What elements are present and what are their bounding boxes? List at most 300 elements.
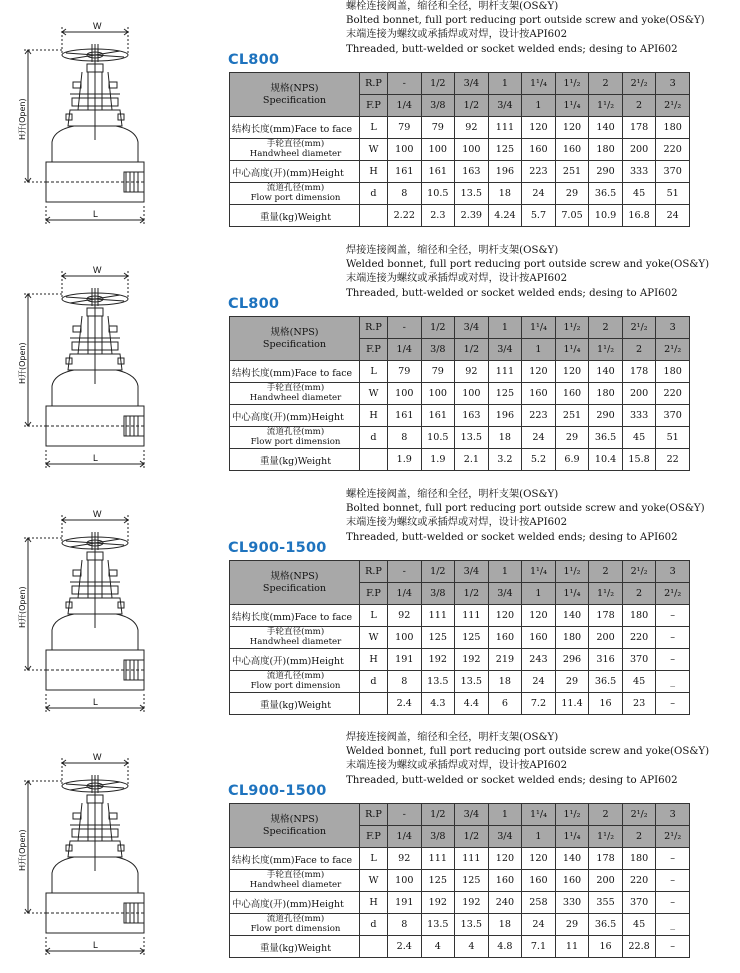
rp-label: R.P — [360, 804, 388, 826]
rp-size-cell: 1¹/₄ — [522, 804, 556, 826]
value-cell: 7.1 — [522, 936, 556, 958]
value-cell: 290 — [589, 405, 623, 427]
fp-size-cell: 1/4 — [388, 339, 422, 361]
row-symbol — [360, 449, 388, 471]
spec-label-en: Specification — [262, 582, 327, 594]
value-cell: 24 — [656, 205, 690, 227]
fp-size-cell: 1¹/₄ — [555, 583, 589, 605]
table-row — [230, 427, 690, 449]
row-symbol: W — [360, 627, 388, 649]
fp-size-cell: 1 — [522, 339, 556, 361]
fp-size-cell: 3/8 — [421, 826, 455, 848]
value-cell: 223 — [522, 405, 556, 427]
value-cell: 36.5 — [589, 914, 623, 936]
row-label: 中心高度(开)(mm)Height — [230, 161, 360, 183]
value-cell: 22.8 — [622, 936, 656, 958]
value-cell: 355 — [589, 892, 623, 914]
value-cell: 100 — [455, 139, 489, 161]
value-cell: 125 — [488, 383, 522, 405]
value-cell: 161 — [388, 405, 422, 427]
value-cell: 223 — [522, 161, 556, 183]
valve-drawing-lines — [24, 271, 144, 468]
value-cell: 160 — [522, 870, 556, 892]
value-cell: 100 — [455, 383, 489, 405]
value-cell: 196 — [488, 161, 522, 183]
row-symbol: H — [360, 649, 388, 671]
length-dimension-label: L — [93, 697, 99, 707]
fp-size-cell: 2 — [622, 95, 656, 117]
value-cell: 111 — [455, 605, 489, 627]
table-row — [230, 205, 690, 227]
section-description — [346, 488, 736, 545]
value-cell: 120 — [555, 361, 589, 383]
specification-header — [230, 317, 360, 361]
fp-size-cell: 2¹/₂ — [656, 95, 690, 117]
value-cell: 79 — [421, 117, 455, 139]
table-row — [230, 139, 690, 161]
row-symbol: L — [360, 117, 388, 139]
value-cell: 333 — [622, 161, 656, 183]
value-cell: 160 — [522, 627, 556, 649]
value-cell: 120 — [522, 117, 556, 139]
value-cell: 192 — [421, 892, 455, 914]
table-row — [230, 117, 690, 139]
valve-drawing-lines — [24, 758, 144, 955]
value-cell: 120 — [555, 117, 589, 139]
row-label: 结构长度(mm)Face to face — [230, 848, 360, 870]
spec-label-en: Specification — [262, 825, 327, 837]
row-label-en: Flow port dimension — [250, 680, 341, 691]
value-cell: 180 — [622, 605, 656, 627]
value-cell: 370 — [622, 649, 656, 671]
specification-table — [229, 316, 690, 471]
row-label-cn: 流道孔径(mm) — [266, 914, 325, 924]
value-cell: 161 — [421, 161, 455, 183]
description-line: Welded bonnet, full port reducing port outside screw and yoke(OS&Y) — [346, 746, 710, 758]
value-cell: 111 — [421, 605, 455, 627]
row-symbol: W — [360, 383, 388, 405]
pressure-class-label: CL800 — [228, 52, 280, 68]
length-dimension-label: L — [93, 209, 99, 219]
row-symbol: d — [360, 671, 388, 693]
row-symbol: H — [360, 405, 388, 427]
height-dimension-label: H开(Open) — [18, 829, 27, 871]
value-cell: 160 — [488, 870, 522, 892]
row-label: 重量(kg)Weight — [230, 693, 360, 715]
rp-size-cell: 1/2 — [421, 73, 455, 95]
row-label-en: Handwheel diameter — [249, 879, 342, 890]
valve-spec-section — [0, 244, 740, 486]
row-label-en: Handwheel diameter — [249, 148, 342, 159]
value-cell: 2.3 — [421, 205, 455, 227]
value-cell: 13.5 — [455, 914, 489, 936]
value-cell: 7.2 — [522, 693, 556, 715]
section-description — [346, 244, 736, 301]
value-cell: 160 — [488, 627, 522, 649]
value-cell: 251 — [555, 161, 589, 183]
table-row — [230, 449, 690, 471]
value-cell: 100 — [388, 627, 422, 649]
value-cell: 45 — [622, 427, 656, 449]
value-cell: 125 — [488, 139, 522, 161]
valve-spec-section — [0, 731, 740, 973]
fp-size-cell: 3/8 — [421, 95, 455, 117]
value-cell: 11 — [555, 936, 589, 958]
value-cell: 290 — [589, 161, 623, 183]
fp-size-cell: 2¹/₂ — [656, 826, 690, 848]
fp-size-cell: 1/2 — [455, 826, 489, 848]
fp-size-cell: 1 — [522, 826, 556, 848]
value-cell: 6 — [488, 693, 522, 715]
value-cell: 1.9 — [421, 449, 455, 471]
rp-size-cell: 1¹/₂ — [555, 73, 589, 95]
spec-label-en: Specification — [262, 338, 327, 350]
header-row-rp — [230, 804, 690, 826]
rp-size-cell: 1¹/₄ — [522, 73, 556, 95]
table-row — [230, 848, 690, 870]
value-cell: 24 — [522, 183, 556, 205]
value-cell: 220 — [656, 383, 690, 405]
value-cell: 370 — [656, 161, 690, 183]
value-cell: 180 — [589, 139, 623, 161]
value-cell: 8 — [388, 183, 422, 205]
row-label: 中心高度(开)(mm)Height — [230, 405, 360, 427]
description-line: 末端连接为螺纹或承插焊或对焊，设计按API602 — [346, 517, 568, 529]
value-cell: – — [656, 848, 690, 870]
value-cell: 18 — [488, 183, 522, 205]
value-cell: 251 — [555, 405, 589, 427]
fp-size-cell: 3/4 — [488, 339, 522, 361]
specification-header — [230, 561, 360, 605]
value-cell: 13.5 — [455, 427, 489, 449]
value-cell: 29 — [555, 671, 589, 693]
row-label — [230, 870, 360, 892]
width-dimension-label: W — [93, 510, 102, 519]
row-label — [230, 914, 360, 936]
value-cell: 79 — [388, 361, 422, 383]
value-cell: 316 — [589, 649, 623, 671]
width-dimension-label: W — [93, 266, 102, 275]
fp-size-cell: 1/2 — [455, 339, 489, 361]
fp-label: F.P — [360, 339, 388, 361]
value-cell: 92 — [388, 848, 422, 870]
value-cell: 125 — [421, 870, 455, 892]
value-cell: 160 — [555, 870, 589, 892]
table-row — [230, 161, 690, 183]
value-cell: 11.4 — [555, 693, 589, 715]
rp-size-cell: 3 — [656, 73, 690, 95]
value-cell: 18 — [488, 671, 522, 693]
value-cell: 111 — [421, 848, 455, 870]
rp-size-cell: 1 — [488, 804, 522, 826]
value-cell: 192 — [421, 649, 455, 671]
rp-label: R.P — [360, 317, 388, 339]
value-cell: 370 — [656, 405, 690, 427]
value-cell: 16 — [589, 936, 623, 958]
value-cell: 191 — [388, 892, 422, 914]
row-label-cn: 手轮直径(mm) — [266, 139, 325, 149]
value-cell: 125 — [455, 627, 489, 649]
width-dimension-label: W — [93, 22, 102, 31]
spec-label-cn: 规格(NPS) — [270, 570, 319, 582]
fp-label: F.P — [360, 583, 388, 605]
description-line: Threaded, butt-welded or socket welded ends; desing to API602 — [346, 774, 678, 786]
value-cell: 160 — [555, 139, 589, 161]
fp-size-cell: 1/2 — [455, 95, 489, 117]
value-cell: 92 — [388, 605, 422, 627]
row-label — [230, 139, 360, 161]
fp-size-cell: 1/4 — [388, 583, 422, 605]
table-row — [230, 649, 690, 671]
value-cell: 192 — [455, 892, 489, 914]
row-label — [230, 383, 360, 405]
fp-size-cell: 1¹/₄ — [555, 339, 589, 361]
row-symbol — [360, 936, 388, 958]
rp-size-cell: 1 — [488, 561, 522, 583]
description-line: Bolted bonnet, full port reducing port outside screw and yoke(OS&Y) — [346, 15, 705, 27]
row-label — [230, 427, 360, 449]
value-cell: 45 — [622, 671, 656, 693]
fp-size-cell: 2 — [622, 339, 656, 361]
value-cell: 4 — [421, 936, 455, 958]
value-cell: 10.9 — [589, 205, 623, 227]
height-dimension-label: H开(Open) — [18, 342, 27, 384]
row-label-cn: 手轮直径(mm) — [266, 383, 325, 393]
description-line: Threaded, butt-welded or socket welded ends; desing to API602 — [346, 287, 678, 299]
description-line: 末端连接为螺纹或承插焊或对焊，设计按API602 — [346, 760, 568, 772]
row-label: 中心高度(开)(mm)Height — [230, 892, 360, 914]
valve-drawing — [18, 510, 168, 722]
row-label-cn: 手轮直径(mm) — [266, 627, 325, 637]
value-cell: 111 — [488, 117, 522, 139]
value-cell: 125 — [421, 627, 455, 649]
value-cell: 200 — [589, 627, 623, 649]
value-cell: 192 — [455, 649, 489, 671]
value-cell: 163 — [455, 405, 489, 427]
value-cell: 15.8 — [622, 449, 656, 471]
value-cell: – — [656, 870, 690, 892]
description-line: 末端连接为螺纹或承插焊或对焊，设计按API602 — [346, 29, 568, 41]
value-cell: 180 — [622, 848, 656, 870]
table-row — [230, 671, 690, 693]
description-line: 焊接连接阀盖，缩径和全径，明杆支架(OS&Y) — [346, 732, 559, 743]
rp-size-cell: - — [388, 317, 422, 339]
value-cell: 200 — [622, 139, 656, 161]
fp-size-cell: 1¹/₂ — [589, 339, 623, 361]
row-symbol: H — [360, 892, 388, 914]
row-symbol: W — [360, 870, 388, 892]
description-line: Threaded, butt-welded or socket welded ends; desing to API602 — [346, 531, 678, 543]
header-row-rp — [230, 317, 690, 339]
pressure-class-label: CL900-1500 — [228, 783, 327, 799]
value-cell: 196 — [488, 405, 522, 427]
value-cell: 4.24 — [488, 205, 522, 227]
rp-size-cell: 1/2 — [421, 317, 455, 339]
value-cell: 160 — [555, 383, 589, 405]
value-cell: – — [656, 605, 690, 627]
rp-size-cell: 2 — [589, 73, 623, 95]
value-cell: 16.8 — [622, 205, 656, 227]
fp-size-cell: 2 — [622, 583, 656, 605]
value-cell: 2.39 — [455, 205, 489, 227]
rp-size-cell: 3/4 — [455, 317, 489, 339]
fp-size-cell: 3/4 — [488, 583, 522, 605]
rp-size-cell: 3/4 — [455, 561, 489, 583]
value-cell: 240 — [488, 892, 522, 914]
value-cell: 330 — [555, 892, 589, 914]
rp-size-cell: 2 — [589, 804, 623, 826]
value-cell: 92 — [455, 117, 489, 139]
description-line: Welded bonnet, full port reducing port outside screw and yoke(OS&Y) — [346, 259, 710, 271]
fp-size-cell: 3/8 — [421, 583, 455, 605]
value-cell: 13.5 — [455, 183, 489, 205]
value-cell: 8 — [388, 427, 422, 449]
value-cell: 178 — [589, 605, 623, 627]
length-dimension-label: L — [93, 940, 99, 950]
value-cell: 220 — [622, 627, 656, 649]
row-label: 重量(kg)Weight — [230, 449, 360, 471]
rp-label: R.P — [360, 73, 388, 95]
value-cell: 333 — [622, 405, 656, 427]
value-cell: 219 — [488, 649, 522, 671]
rp-size-cell: 1/2 — [421, 804, 455, 826]
value-cell: 13.5 — [455, 671, 489, 693]
pressure-class-label: CL900-1500 — [228, 540, 327, 556]
fp-size-cell: 3/8 — [421, 339, 455, 361]
fp-size-cell: 1¹/₄ — [555, 826, 589, 848]
value-cell: 111 — [488, 361, 522, 383]
rp-size-cell: 1 — [488, 73, 522, 95]
table-row — [230, 183, 690, 205]
value-cell: 178 — [622, 117, 656, 139]
value-cell: 120 — [522, 361, 556, 383]
row-symbol: d — [360, 427, 388, 449]
description-line: 末端连接为螺纹或承插焊或对焊，设计按API602 — [346, 273, 568, 285]
spec-label-cn: 规格(NPS) — [270, 82, 319, 94]
row-label-en: Flow port dimension — [250, 923, 341, 934]
rp-size-cell: 2 — [589, 317, 623, 339]
value-cell: 2.4 — [388, 693, 422, 715]
value-cell: 200 — [589, 870, 623, 892]
spec-label-cn: 规格(NPS) — [270, 813, 319, 825]
description-line: 焊接连接阀盖，缩径和全径，明杆支架(OS&Y) — [346, 245, 559, 256]
row-symbol: H — [360, 161, 388, 183]
fp-size-cell: 2 — [622, 826, 656, 848]
value-cell: 111 — [455, 848, 489, 870]
row-label-cn: 流道孔径(mm) — [266, 183, 325, 193]
fp-size-cell: 2¹/₂ — [656, 583, 690, 605]
value-cell: 258 — [522, 892, 556, 914]
table-row — [230, 405, 690, 427]
specification-header — [230, 804, 360, 848]
fp-size-cell: 1/4 — [388, 826, 422, 848]
value-cell: 180 — [656, 117, 690, 139]
table-row — [230, 605, 690, 627]
value-cell: 220 — [656, 139, 690, 161]
rp-size-cell: 3/4 — [455, 804, 489, 826]
value-cell: 36.5 — [589, 427, 623, 449]
section-description — [346, 0, 736, 57]
row-label: 重量(kg)Weight — [230, 205, 360, 227]
valve-drawing — [18, 266, 168, 478]
header-row-rp — [230, 561, 690, 583]
value-cell: 100 — [388, 139, 422, 161]
pressure-class-label: CL800 — [228, 296, 280, 312]
header-row-rp — [230, 73, 690, 95]
valve-drawing — [18, 753, 168, 965]
value-cell: 180 — [555, 627, 589, 649]
row-label: 中心高度(开)(mm)Height — [230, 649, 360, 671]
table-row — [230, 892, 690, 914]
value-cell: 120 — [522, 605, 556, 627]
value-cell: 23 — [622, 693, 656, 715]
value-cell: 4.3 — [421, 693, 455, 715]
fp-size-cell: 1¹/₂ — [589, 583, 623, 605]
value-cell: 120 — [522, 848, 556, 870]
value-cell: 45 — [622, 183, 656, 205]
fp-size-cell: 1¹/₂ — [589, 826, 623, 848]
rp-size-cell: 2¹/₂ — [622, 804, 656, 826]
fp-size-cell: 2¹/₂ — [656, 339, 690, 361]
value-cell: 51 — [656, 427, 690, 449]
value-cell: 6.9 — [555, 449, 589, 471]
value-cell: 16 — [589, 693, 623, 715]
value-cell: 161 — [421, 405, 455, 427]
value-cell: 18 — [488, 914, 522, 936]
value-cell: 24 — [522, 427, 556, 449]
valve-drawing-lines — [24, 515, 144, 712]
section-description — [346, 731, 736, 788]
rp-size-cell: 1 — [488, 317, 522, 339]
value-cell: 370 — [622, 892, 656, 914]
row-label: 结构长度(mm)Face to face — [230, 361, 360, 383]
table-row — [230, 914, 690, 936]
row-label — [230, 627, 360, 649]
value-cell: 191 — [388, 649, 422, 671]
value-cell: 51 — [656, 183, 690, 205]
table-row — [230, 627, 690, 649]
value-cell: 7.05 — [555, 205, 589, 227]
value-cell: 4.4 — [455, 693, 489, 715]
value-cell: 161 — [388, 161, 422, 183]
value-cell: – — [656, 627, 690, 649]
value-cell: 24 — [522, 914, 556, 936]
fp-size-cell: 1¹/₄ — [555, 95, 589, 117]
rp-size-cell: - — [388, 804, 422, 826]
fp-size-cell: 3/4 — [488, 826, 522, 848]
value-cell: 100 — [421, 139, 455, 161]
value-cell: 125 — [455, 870, 489, 892]
value-cell: 1.9 — [388, 449, 422, 471]
table-row — [230, 383, 690, 405]
value-cell: 29 — [555, 183, 589, 205]
value-cell: 36.5 — [589, 183, 623, 205]
specification-table — [229, 72, 690, 227]
rp-size-cell: 1¹/₄ — [522, 561, 556, 583]
specification-table — [229, 803, 690, 958]
value-cell: 2.1 — [455, 449, 489, 471]
rp-size-cell: 1¹/₂ — [555, 804, 589, 826]
rp-label: R.P — [360, 561, 388, 583]
value-cell: 29 — [555, 914, 589, 936]
value-cell: 163 — [455, 161, 489, 183]
value-cell: 10.5 — [421, 427, 455, 449]
value-cell: 8 — [388, 914, 422, 936]
rp-size-cell: 2 — [589, 561, 623, 583]
row-label-en: Handwheel diameter — [249, 636, 342, 647]
row-label-cn: 流道孔径(mm) — [266, 671, 325, 681]
value-cell: 180 — [656, 361, 690, 383]
